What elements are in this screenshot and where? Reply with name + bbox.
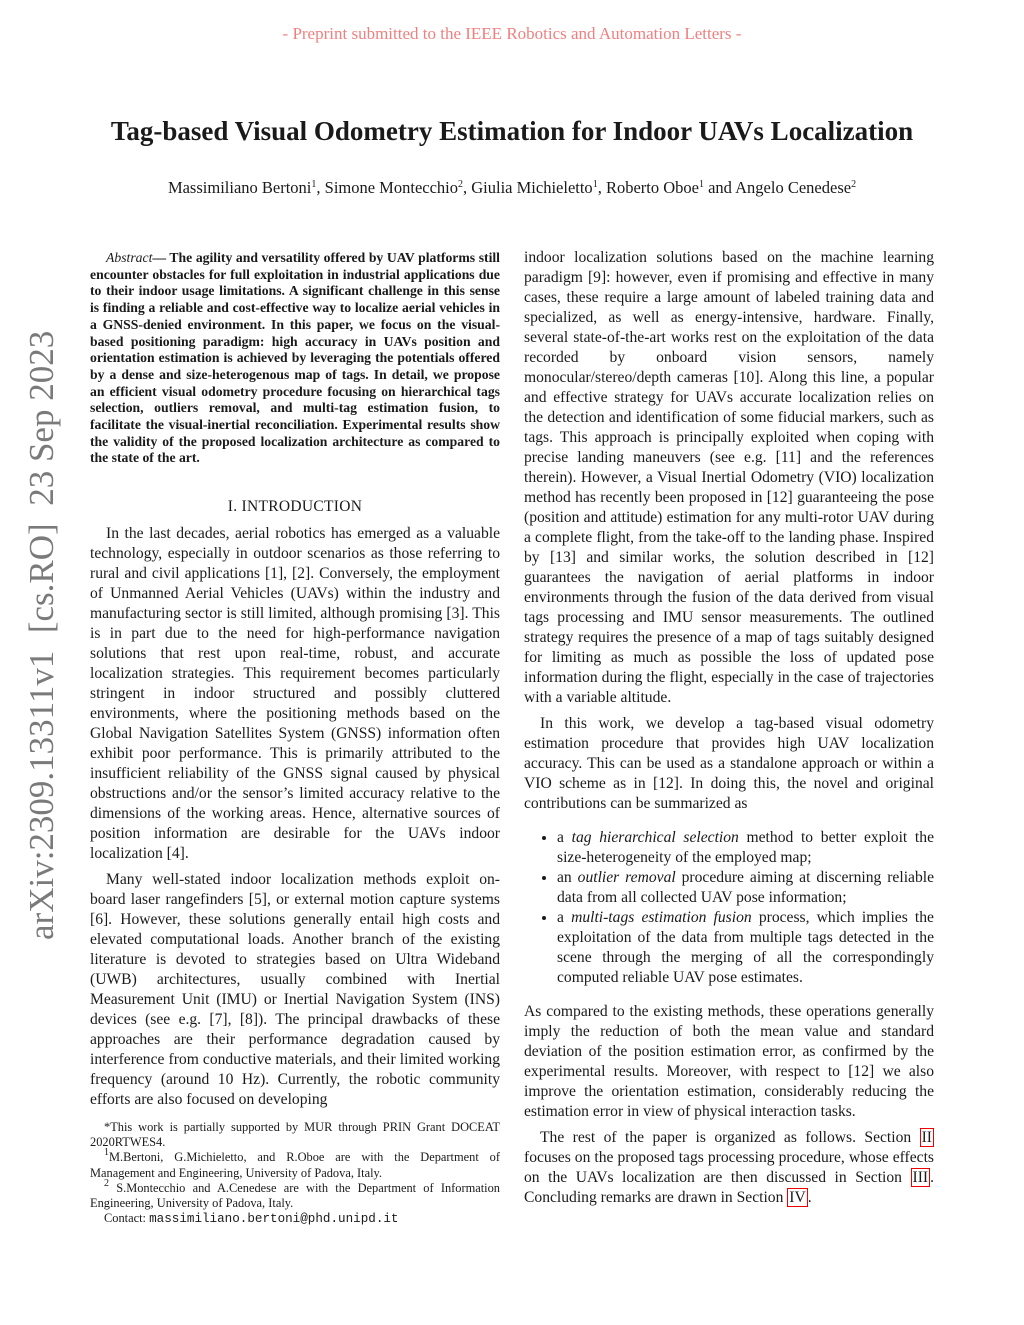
section-link[interactable]: III [912,1169,929,1186]
affiliation-mark: 2 [458,179,463,190]
contact-email[interactable]: massimiliano.bertoni@phd.unipd.it [149,1212,399,1227]
contribution-list [524,828,934,988]
right-column [524,248,934,1208]
author-list [0,178,1024,198]
footnotes [90,1120,500,1227]
affiliation-text: S.Montecchio and A.Cenedese are with the Department of Information Engineering, University of Padova, Italy. [90,1180,500,1211]
affiliation-note [90,1177,500,1211]
separator: and [703,178,736,197]
abstract-label: Abstract [106,250,153,265]
affiliation-note [90,1147,500,1180]
paragraph: The rest of the paper is organized as follows. Section II focuses on the proposed tags processing procedure, whose effects on the UAVs localization are then discussed in Section III . Concluding remarks are drawn in Section IV . [524,1129,934,1206]
list-item: • a tag hierarchical selection method to better exploit the size-heterogeneity of the employed map; [557,828,934,868]
contact-note [90,1211,500,1227]
section-heading: I. INTRODUCTION [227,498,363,515]
affiliation-mark: 1 [104,1147,109,1159]
preprint-header: - Preprint submitted to the IEEE Robotics and Automation Letters - [282,24,742,43]
author: Giulia Michieletto [471,178,593,197]
affiliation-mark: 1 [698,179,704,190]
author: Roberto Oboe [605,178,699,197]
affiliation-mark: 1 [592,179,598,190]
emphasis: tag hierarchical selection [571,829,739,846]
paragraph: In this work, we develop a tag-based visual odometry estimation procedure that provides high UAV localization accuracy. This can be used as a standalone approach or within a VIO scheme as in [12]. In doing this, the novel and original contributions can be summarized as [524,715,934,812]
author: Simone Montecchio [324,178,458,197]
abstract-text: — The agility and versatility offered by UAV platforms still encounter obstacles for full exploitation in industrial applications due to their indoor usage limitations. A significant challenge in this sense is finding a reliable and cost-effective way to localize aerial vehicles in a GNSS-denied environment. In this paper, we focus on the visual-based positioning paradigm: high accuracy in UAVs position and orientation estimation is achieved by leveraging the potentials offered by a dense and size-heterogenous map of tags. In detail, we propose an efficient visual odometry procedure focusing on hierarchical tags selection, outliers removal, and multi-tag estimation fusion, to facilitate the visual-inertial reconciliation. Experimental results show the validity of the proposed localization architecture as compared to the state of the art. [90,250,500,466]
affiliation-mark: 2 [104,1177,109,1189]
paragraph: In the last decades, aerial robotics has emerged as a valuable technology, especially in outdoor scenarios as those referring to rural and civil applications [1], [2]. Conversely, the employment of Unmanned Aerial Vehicles (UAVs) within the industry and manufacturing sector is still limited, although promising [3]. This is in part due to the need for high-performance navigation solutions that rest upon real-time, robust, and accurate localization strategies. This requirement becomes particularly stringent in indoor structured and possibly cluttered environments, where the positioning methods based on the Global Navigation Satellites System (GNSS) information often exhibit poor performance. This is primarily attributed to the insufficient reliability of the GNSS signal caused by physical obstructions and/or the sensor’s limited accuracy relative to the dimensions of the working areas. Hence, alternative sources of position information are desirable for the UAVs indoor localization [4]. [90,525,500,862]
contact-label: Contact: [104,1211,150,1226]
arxiv-stamp: arXiv:2309.13311v1 [cs.RO] 23 Sep 2023 [22,330,61,940]
left-column [90,524,500,1110]
separator: , [316,178,325,197]
funding-note: *This work is partially supported by MUR through PRIN Grant DOCEAT 2020RTWES4. [90,1120,500,1150]
emphasis: outlier removal [577,869,676,886]
separator: , [463,178,472,197]
affiliation-text: M.Bertoni, G.Michieletto, and R.Oboe are with the Department of Management and Engineering, University of Padova, Italy. [90,1150,500,1180]
list-item: • a multi-tags estimation fusion process, which implies the exploitation of the data from multiple tags detected in the scene through the merging of all the correspondingly computed reliable UAV pose estimates. [557,908,934,988]
author: Massimiliano Bertoni [167,178,312,197]
paragraph: As compared to the existing methods, these operations generally imply the reduction of both the mean value and standard deviation of the position estimation error, as confirmed by the experimental results. Moreover, with respect to [12] we also improve the orientation estimation, considerably reducing the estimation error in view of physical interaction tasks. [524,1003,934,1120]
section-link[interactable]: II [921,1129,932,1146]
emphasis: multi-tags estimation fusion [571,909,752,926]
paragraph: Many well-stated indoor localization methods exploit on-board laser rangefinders [5], or external motion capture systems [6]. However, these solutions generally entail high costs and elevated computational loads. Another branch of the existing literature is devoted to strategies based on Ultra Wideband (UWB) architectures, usually combined with Inertial Measurement Unit (IMU) or Inertial Navigation System (INS) devices (see e.g. [7], [8]). The principal drawbacks of these approaches are their performance degradation caused by interference from conductive materials, and their limited working frequency (around 10 Hz). Currently, the robotic community efforts are also focused on developing [90,871,500,1108]
separator: , [597,178,606,197]
list-item: • an outlier removal procedure aiming at discerning reliable data from all collected UAV pose information; [557,868,934,908]
abstract [90,250,500,467]
paragraph: indoor localization solutions based on the machine learning paradigm [9]: however, even if promising and effective in many cases, these require a large amount of labeled training data and specialized, as well as energy-intensive, hardware. Finally, several state-of-the-art works rest on the exploitation of the data recorded by onboard vision sensors, namely monocular/stereo/depth cameras [10]. Along this line, a popular and effective strategy for UAVs accurate localization relies on the detection and identification of some fiducial markers, such as tags. This approach is principally exploited when coping with precise landing maneuvers (see e.g. [11] and the references therein). However, a Visual Inertial Odometry (VIO) localization method has recently been proposed in [12] guaranteeing the pose (position and attitude) estimation for any multi-rotor UAV during a complete flight, from the take-off to the landing phase. Inspired by [13] and similar works, the solution described in [12] guarantees the navigation of aerial platforms in indoor environments through the fusion of the data derived from visual tags processing and IMU sensor measurements. The outlined strategy requires the presence of a map of tags suitably designed for limiting as much as possible the loss of updated pose information during the flight, especially in the case of trajectories with a variable altitude. [524,249,934,706]
section-link[interactable]: IV [789,1189,806,1206]
affiliation-mark: 2 [851,179,857,190]
affiliation-mark: 1 [311,179,317,190]
author: Angelo Cenedese [735,178,852,197]
paper-title: Tag-based Visual Odometry Estimation for Indoor UAVs Localization [110,116,914,146]
